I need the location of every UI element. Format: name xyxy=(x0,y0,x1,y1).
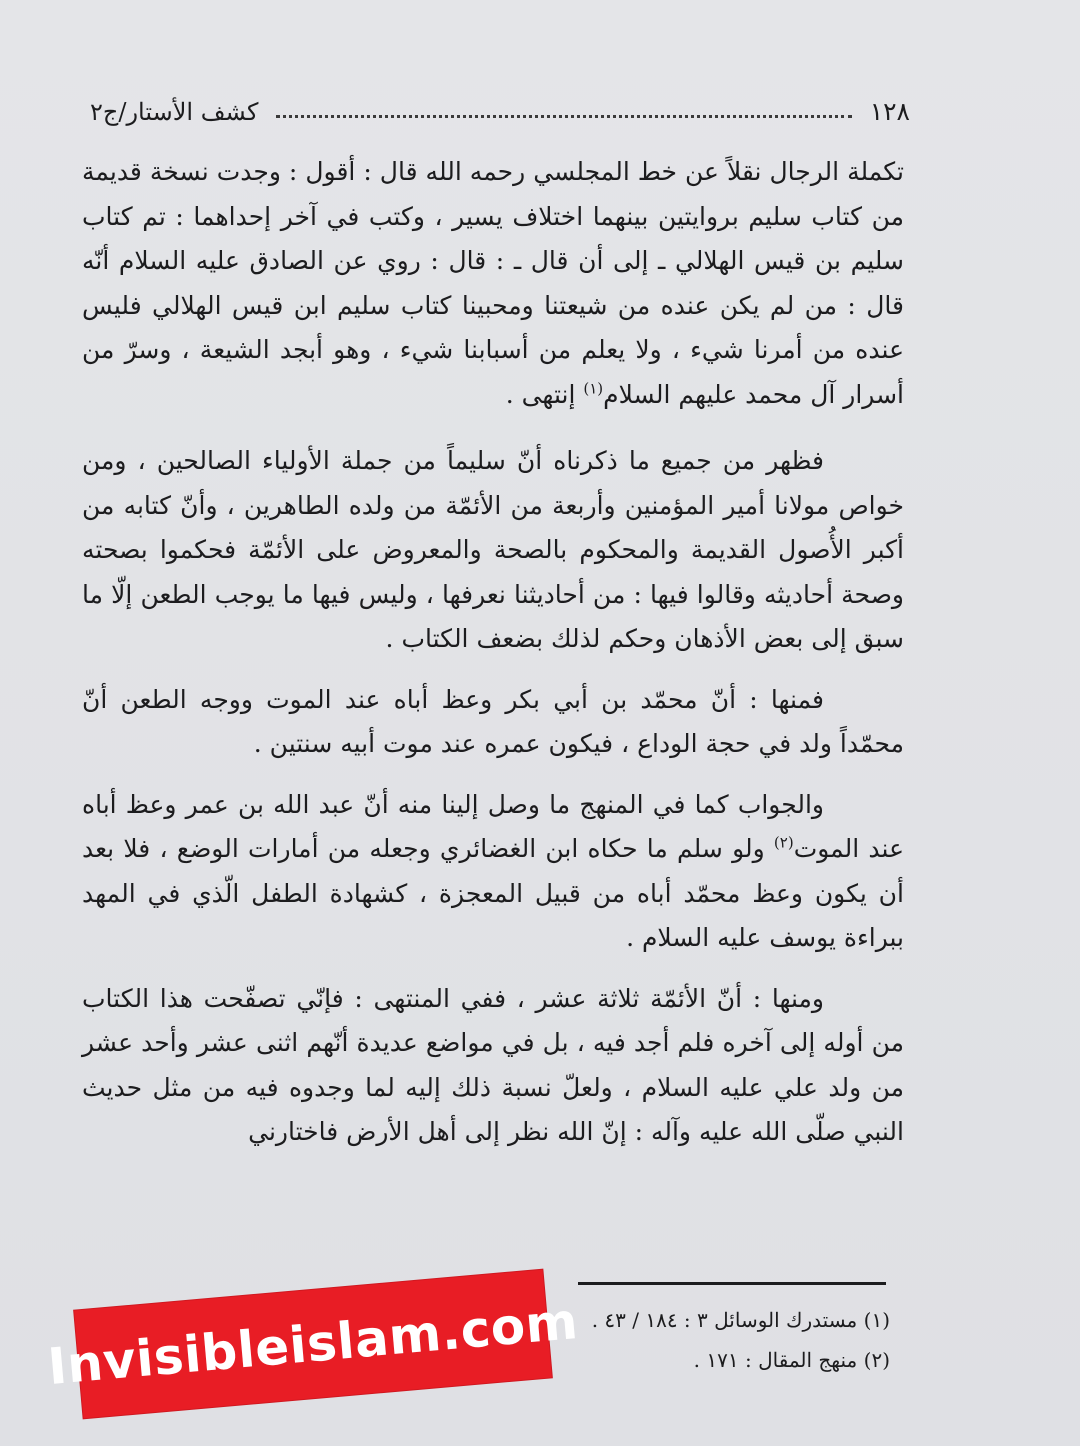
paragraph xyxy=(82,439,904,662)
paragraph-text: فمنها : أنّ محمّد بن أبي بكر وعظ أباه عند الموت ووجه الطعن أنّ محمّداً ولد في حجة الوداع ، فيكون عمره عند موت أبيه سنتين . xyxy=(82,684,904,758)
paragraph xyxy=(82,783,904,961)
footnote: (٢) منهج المقال : ١٧١ . xyxy=(693,1348,890,1372)
paragraph xyxy=(82,150,904,417)
paragraph-text: إنتهى . xyxy=(505,379,584,409)
paragraph xyxy=(82,678,904,767)
running-title: كشف الأستار/ج٢ xyxy=(90,98,259,126)
body-text xyxy=(82,150,904,1171)
footnotes xyxy=(560,1300,890,1380)
footnote: (١) مستدرك الوسائل ٣ : ١٨٤ / ٤٣ . xyxy=(591,1308,890,1332)
footnote-marker: (١) xyxy=(583,379,604,398)
page-number: ١٢٨ xyxy=(869,97,910,126)
footnote-marker: (٢) xyxy=(773,833,794,852)
paragraph-text: ولو سلم ما حكاه ابن الغضائري وجعله من أمارات الوضع ، فلا بعد أن يكون وعظ محمّد أباه من قبيل المعجزة ، كشهادة الطفل الّذي في المهد ببراءة يوسف عليه السلام . xyxy=(82,834,904,952)
paragraph-text: فظهر من جميع ما ذكرناه أنّ سليماً من جملة الأولياء الصالحين ، ومن خواص مولانا أمير المؤمنين وأربعة من الأئمّة من ولده الطاهرين ، وأنّ كتابه من أكبر الأُصول القديمة والمحكوم بالصحة والمعروض على الأئمّة فحكموا بصحته وصحة أحاديثه وقالوا فيها : من أحاديثنا نعرفها ، وليس فيها ما يوجب الطعن إلّا ما سبق إلى بعض الأذهان وحكم لذلك بضعف الكتاب . xyxy=(82,446,904,653)
paragraph xyxy=(82,977,904,1155)
page-header xyxy=(90,86,910,126)
header-dotted-leader xyxy=(276,115,851,118)
paragraph-text: ومنها : أنّ الأئمّة ثلاثة عشر ، ففي المنتهى : فإنّي تصفّحت هذا الكتاب من أوله إلى آخره فلم أجد فيه ، بل في مواضع عديدة أنّهم اثنى عشر وأحد عشر من ولد علي عليه السلام ، ولعلّ نسبة ذلك إليه لما وجدوه فيه من مثل حديث النبي صلّى الله عليه وآله : إنّ الله نظر إلى أهل الأرض فاختارني xyxy=(82,983,904,1146)
paragraph-text: والجواب كما في المنهج ما وصل إلينا منه أنّ عبد الله بن عمر وعظ أباه عند الموت xyxy=(82,789,904,863)
footnote-separator xyxy=(578,1282,886,1285)
watermark-banner xyxy=(45,1270,581,1419)
paragraph-text: تكملة الرجال نقلاً عن خط المجلسي رحمه الله قال : أقول : وجدت نسخة قديمة من كتاب سليم بروايتين بينهما اختلاف يسير ، وكتب في آخر إحداهما : تم كتاب سليم بن قيس الهلالي ـ إلى أن قال ـ : قال : روي عن الصادق عليه السلام أنّه قال : من لم يكن عنده من شيعتنا ومحبينا كتاب سليم ابن قيس الهلالي فليس عنده من أمرنا شيء ، ولا يعلم من أسبابنا شيء ، وهو أبجد الشيعة ، وسرّ من أسرار آل محمد عليهم السلام xyxy=(82,157,905,409)
watermark-text: Invisibleislam.com xyxy=(45,1291,581,1397)
